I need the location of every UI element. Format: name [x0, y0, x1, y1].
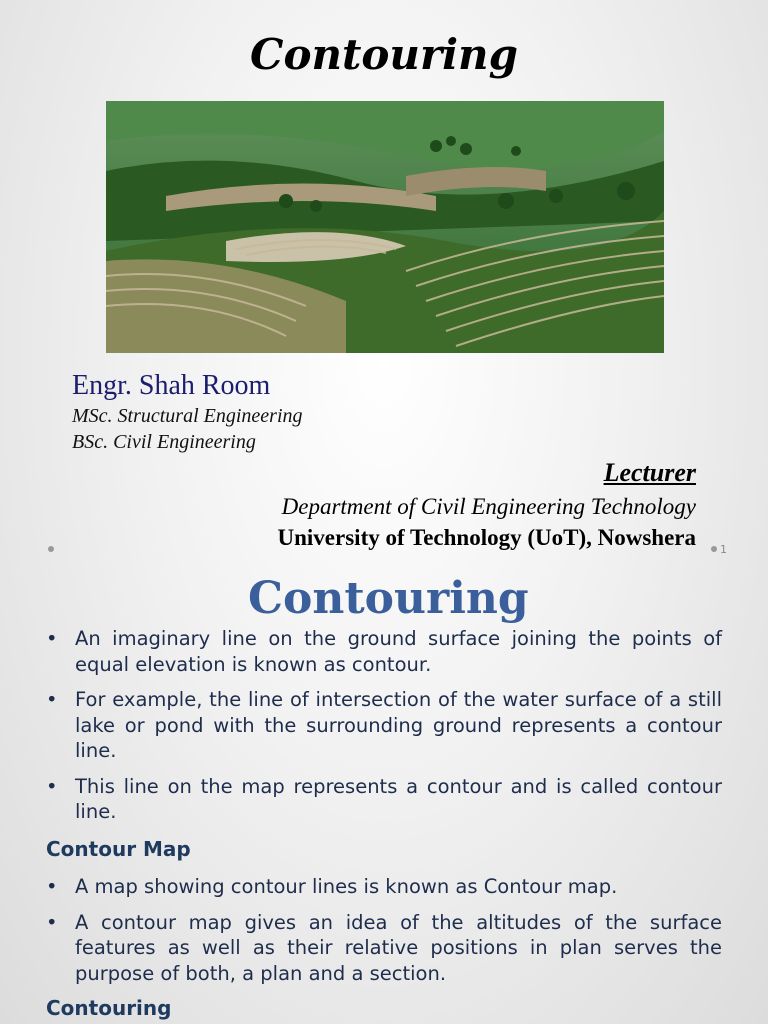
content-slide — [0, 560, 768, 1024]
definition-list — [46, 626, 722, 835]
degree-bsc: BSc. Civil Engineering — [72, 431, 256, 453]
slide-dot-right — [711, 546, 717, 552]
slide-title: Contouring — [250, 30, 518, 79]
slide-title: Contouring — [248, 573, 529, 624]
subheading-contouring: Contouring — [46, 996, 172, 1020]
role-label: Lecturer — [603, 458, 696, 487]
terrace-photo — [106, 101, 664, 353]
contour-map-list — [46, 874, 722, 996]
list-item: • A contour map gives an idea of the altitudes of the surface features as well as their relative positions in plan serves the purpose of both, a plan and a section. — [46, 910, 722, 985]
list-item: • For example, the line of intersection of the water surface of a still lake or pond with the surrounding ground represents a contour line. — [46, 688, 722, 762]
list-item: • A map showing contour lines is known as Contour map. — [46, 875, 618, 898]
subheading-contour-map: Contour Map — [46, 837, 191, 861]
page-number: 1 — [720, 543, 727, 556]
university-name: University of Technology (UoT), Nowshera — [277, 525, 696, 550]
list-item: • An imaginary line on the ground surface joining the points of equal elevation is known as contour. — [46, 627, 722, 676]
degree-msc: MSc. Structural Engineering — [72, 405, 303, 427]
slide-dot-left — [48, 546, 54, 552]
author-name: Engr. Shah Room — [72, 370, 271, 401]
list-item: • This line on the map represents a contour and is called contour line. — [46, 774, 722, 823]
department-name: Department of Civil Engineering Technology — [281, 494, 696, 519]
